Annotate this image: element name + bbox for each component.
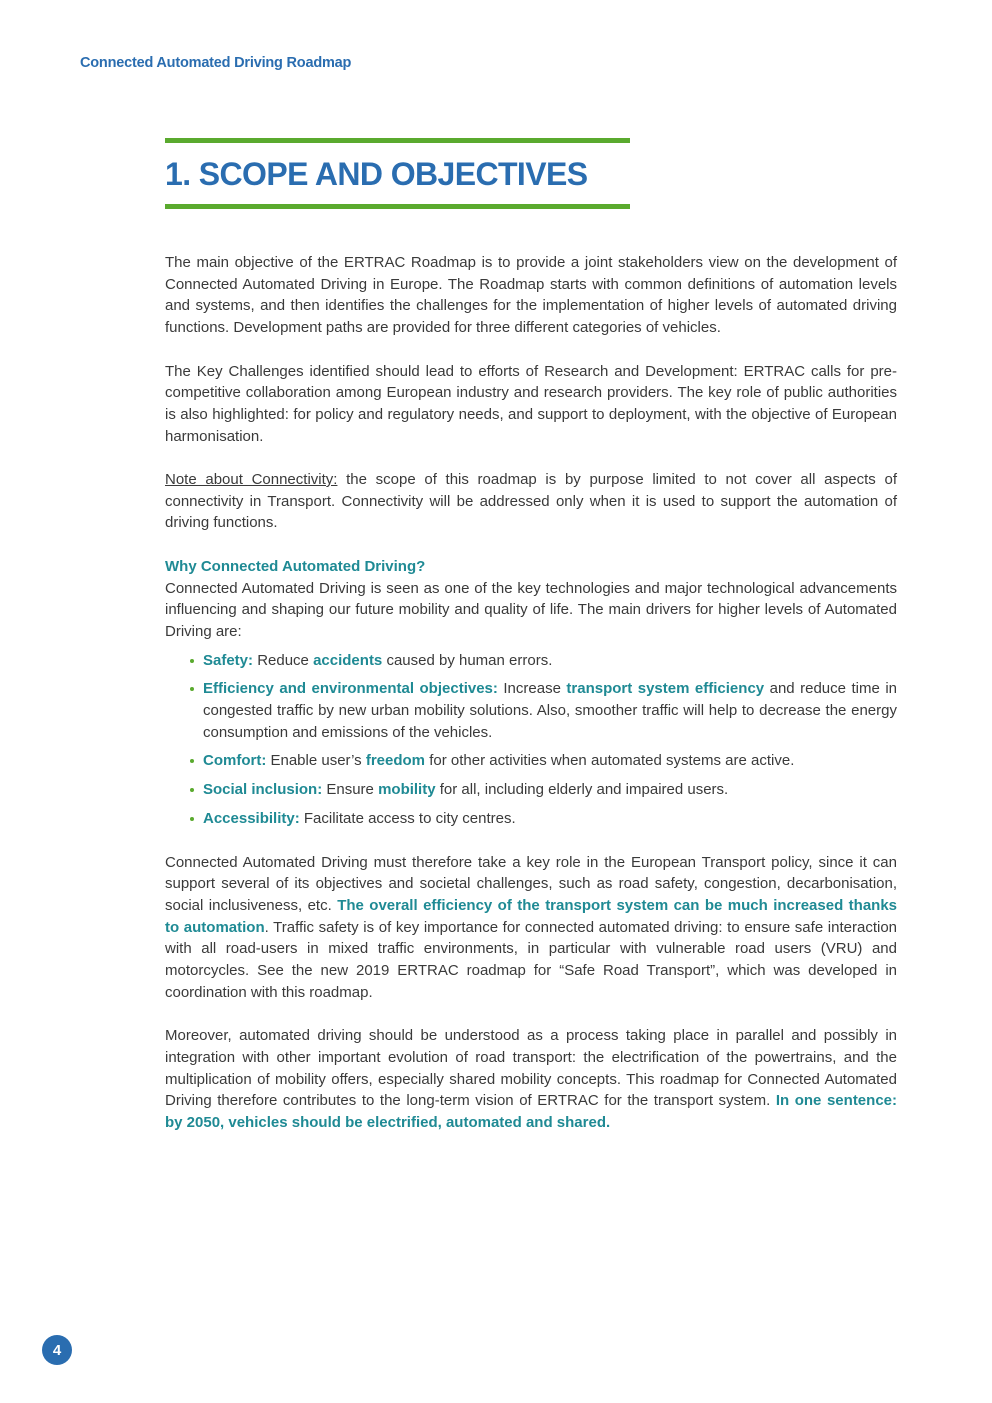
body-paragraph-3 [165, 852, 897, 1004]
why-heading: Why Connected Automated Driving? [165, 557, 426, 575]
driver-highlight: mobility [378, 781, 436, 799]
driver-highlight: transport system efficiency [566, 680, 765, 698]
driver-text: Increase [497, 680, 567, 698]
why-intro: Connected Automated Driving is seen as one of the key technologies and major technological advancements influencing and shaping our future mobility and quality of life. The main drivers for higher levels of Automated Driving are: [165, 579, 897, 640]
drivers-list [165, 650, 897, 830]
driver-label: Efficiency and environmental objectives: [203, 680, 498, 698]
paragraph-highlight: The overall efficiency of the transport system can be much increased thanks to automation [165, 896, 898, 936]
list-item [203, 650, 897, 672]
driver-text: Reduce [253, 651, 314, 669]
list-item [203, 808, 897, 830]
driver-text: caused by human errors. [382, 651, 553, 669]
driver-text: Ensure [322, 781, 379, 799]
driver-label: Social inclusion: [203, 781, 323, 799]
paragraph-text: . Traffic safety is of key importance for connected automated driving: to ensure safe interaction with all road-users in mixed traffic environments, in particular with vulnerable road users (VRU) and motorcycles. See the new 2019 ERTRAC roadmap for “Safe Road Transport”, which was developed in coordination with this roadmap. [165, 918, 897, 1001]
paragraph-highlight: In one sentence: by 2050, vehicles should be electrified, automated and shared. [165, 1092, 897, 1131]
driver-highlight: accidents [313, 651, 383, 669]
driver-label: Comfort: [203, 752, 267, 770]
intro-paragraph-2: The Key Challenges identified should lead to efforts of Research and Development: ERTRAC calls for pre-competitive collaboration among European industry and research providers. The key role of public authorities is also highlighted: for policy and regulatory needs, and support to deployment, with the objective of European harmonisation. [165, 362, 897, 445]
section-title-block [165, 138, 630, 209]
paragraph-text: Connected Automated Driving must therefore take a key role in the European Transport policy, since it can support several of its objectives and societal challenges, such as road safety, congestion, decarbonisation, social inclusiveness, etc. [165, 853, 897, 914]
list-item [203, 678, 897, 743]
list-item [203, 750, 897, 772]
body-paragraph-4 [165, 1025, 897, 1134]
title-rule-top [165, 138, 630, 143]
paragraph-text: Moreover, automated driving should be understood as a process taking place in parallel and possibly in integration with other important evolution of road transport: the electrification of the powertrains, and the multiplication of mobility offers, especially shared mobility concepts. This roadmap for Connected Automated Driving therefore contributes to the long-term vision of ERTRAC for the transport system. [165, 1027, 897, 1110]
main-content [165, 252, 897, 1155]
intro-paragraph-1: The main objective of the ERTRAC Roadmap is to provide a joint stakeholders view on the development of Connected Automated Driving in Europe. The Roadmap starts with common definitions of automation levels and systems, and then identifies the challenges for the implementation of higher levels of automated driving functions. Development paths are provided for three different categories of vehicles. [165, 254, 897, 337]
driver-text: and reduce time in congested traffic by new urban mobility solutions. Also, smoother traffic will help to decrease the energy consumption and emissions of the vehicles. [203, 680, 897, 741]
running-header: Connected Automated Driving Roadmap [80, 55, 352, 71]
note-text: the scope of this roadmap is by purpose limited to not cover all aspects of connectivity in Transport. Connectivity will be addressed only when it is used to support the automation of driving functions. [165, 471, 897, 532]
driver-text: for all, including elderly and impaired users. [435, 781, 729, 799]
driver-text: for other activities when automated systems are active. [425, 752, 795, 770]
driver-label: Safety: [203, 651, 254, 669]
driver-text: Facilitate access to city centres. [299, 809, 516, 827]
list-item [203, 779, 897, 801]
connectivity-note [165, 469, 897, 534]
driver-label: Accessibility: [203, 809, 300, 827]
page-number-badge: 4 [42, 1335, 72, 1365]
title-rule-bottom [165, 204, 630, 209]
note-label: Note about Connectivity: [165, 471, 338, 488]
driver-highlight: freedom [365, 752, 426, 770]
driver-text: Enable user’s [266, 752, 366, 770]
section-title: 1. SCOPE AND OBJECTIVES [165, 156, 588, 192]
